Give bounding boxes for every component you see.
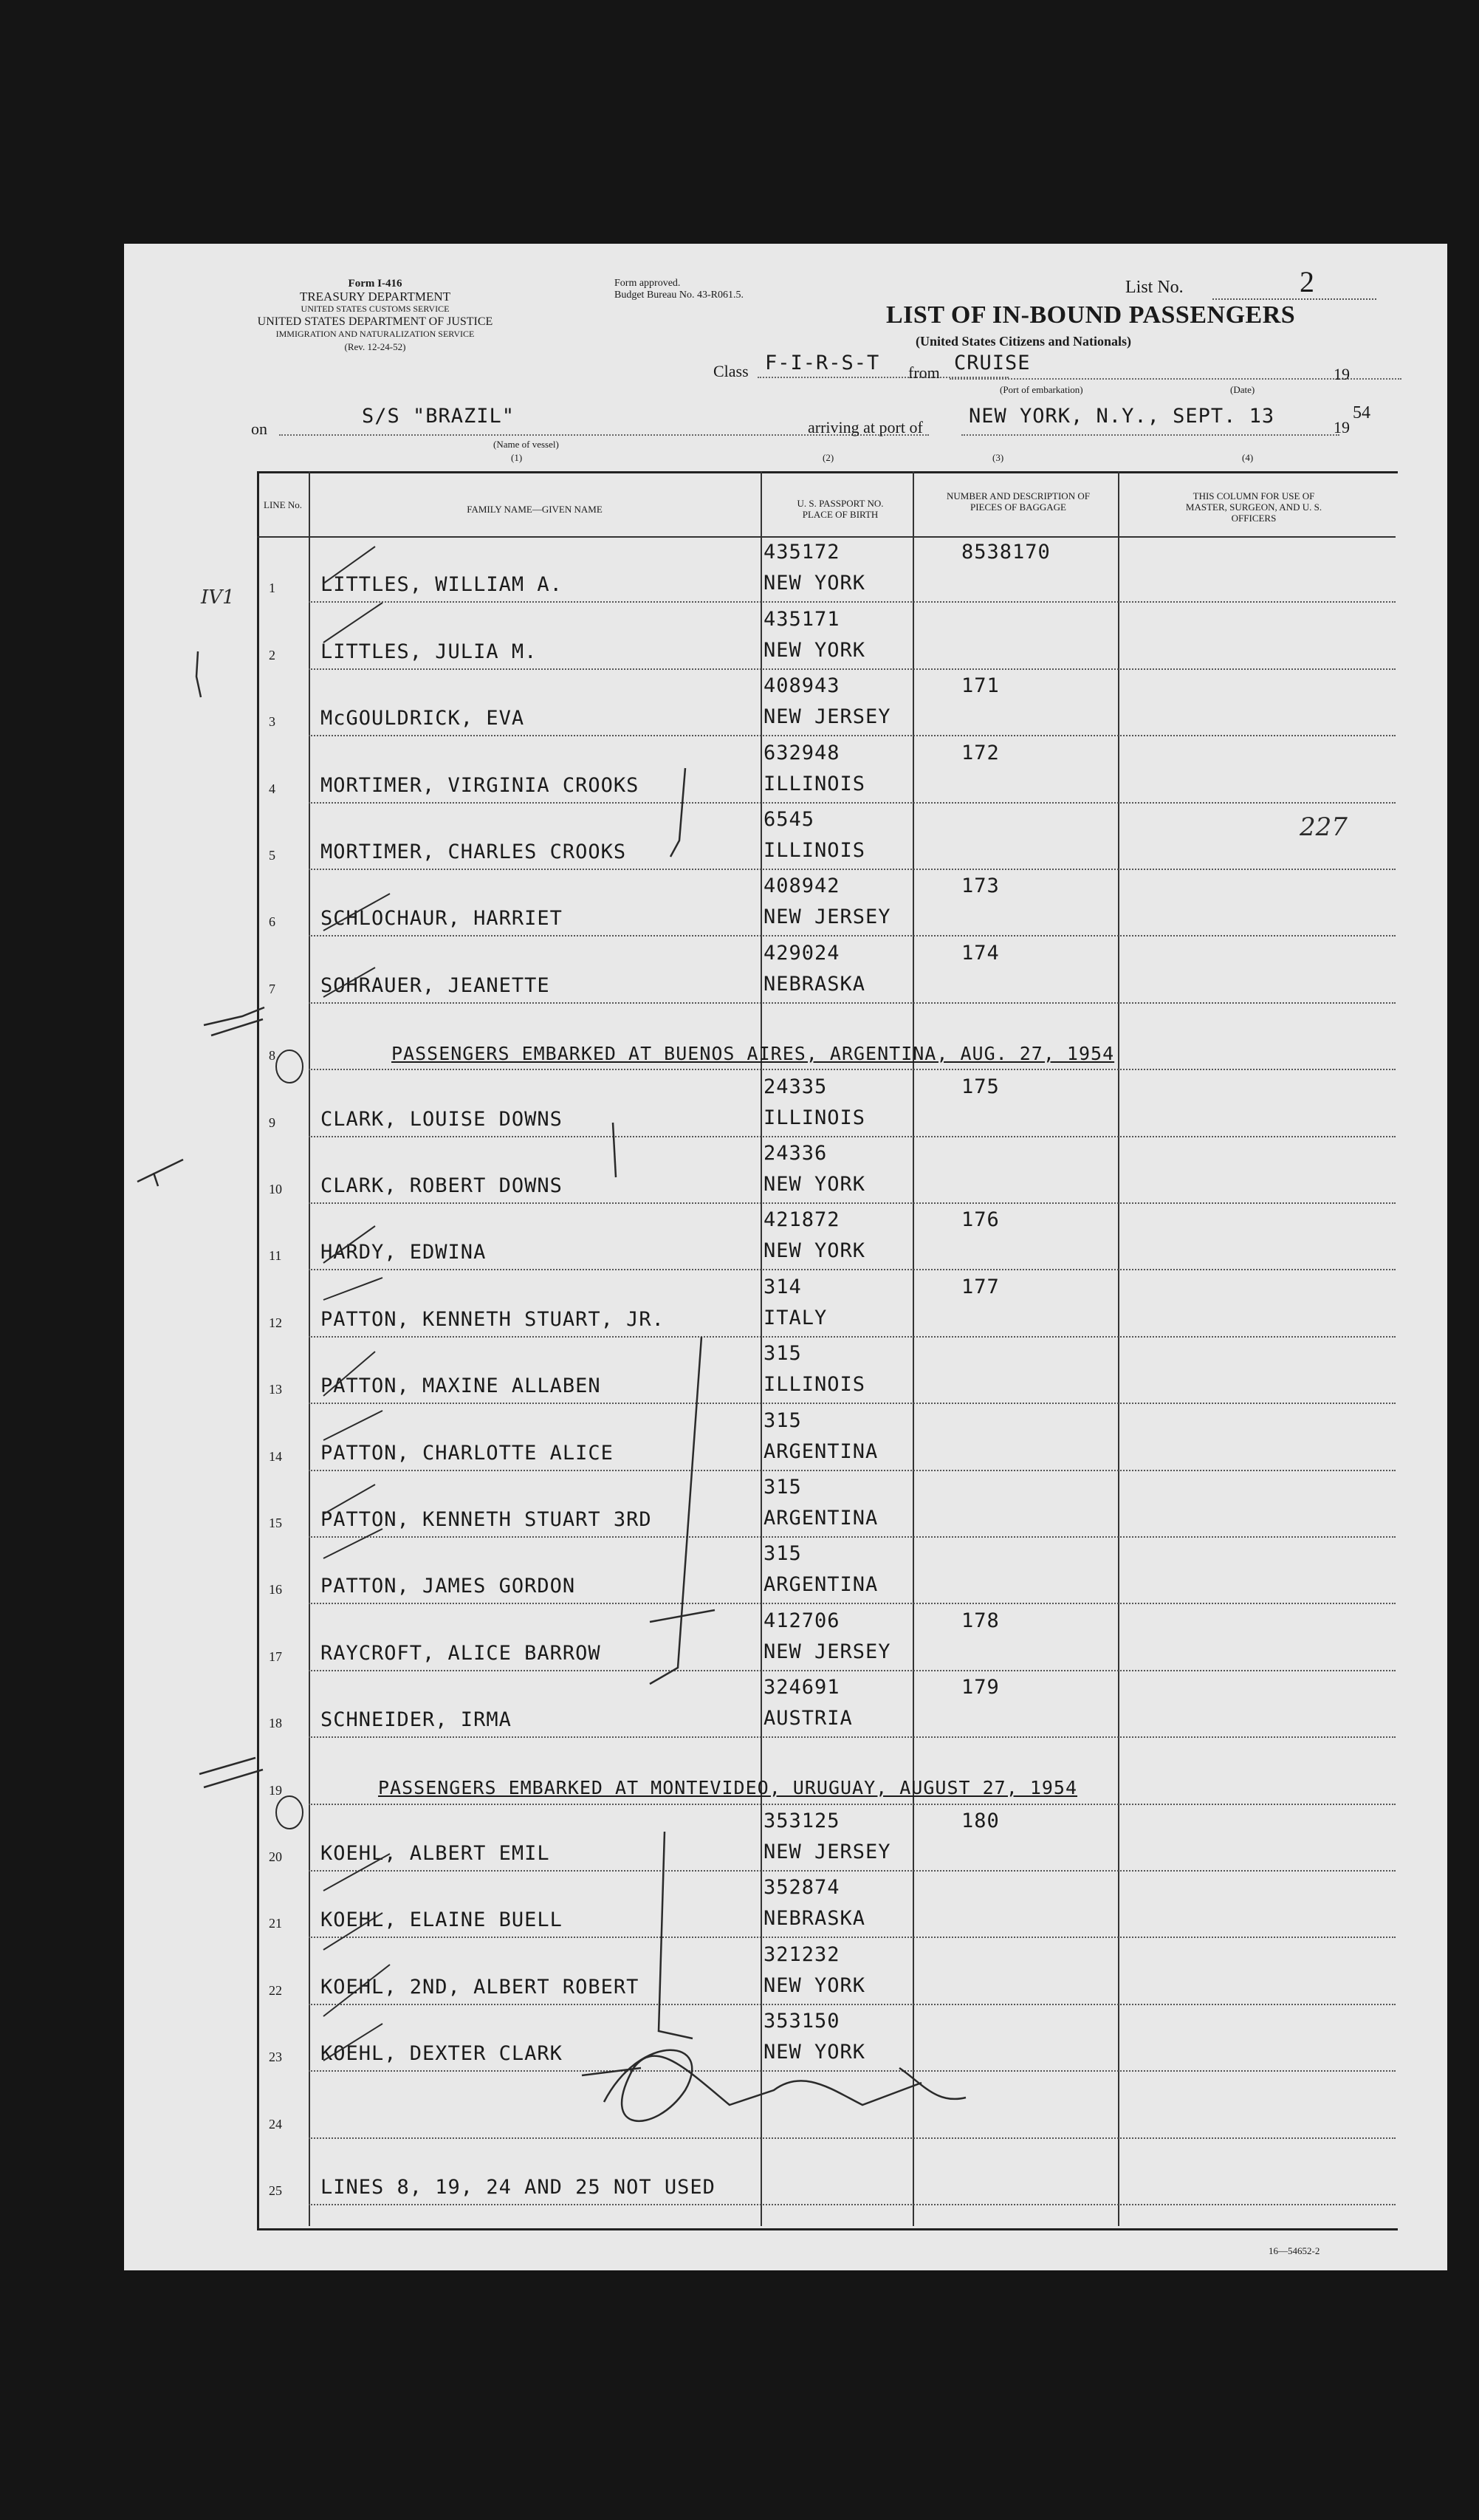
- line-number: 20: [269, 1849, 282, 1864]
- passenger-name: MORTIMER, CHARLES CROOKS: [320, 840, 627, 863]
- passport-number: 435171: [763, 607, 840, 631]
- passenger-name: SCHNEIDER, IRMA: [320, 1708, 512, 1732]
- place-of-birth: ILLINOIS: [763, 1106, 866, 1129]
- line-number: 1: [269, 581, 275, 596]
- officer-mark: 227: [1300, 812, 1348, 842]
- place-of-birth: ITALY: [763, 1306, 828, 1329]
- line-number: 3: [269, 714, 275, 730]
- from-label: from: [908, 363, 940, 382]
- passport-number: 429024: [763, 941, 840, 965]
- place-of-birth: NEW YORK: [763, 2041, 866, 2064]
- passenger-name: LINES 8, 19, 24 AND 25 NOT USED: [320, 2176, 716, 2199]
- line-number: 12: [269, 1315, 282, 1330]
- passenger-name: HARDY, EDWINA: [320, 1241, 487, 1264]
- line-number: 4: [269, 781, 275, 796]
- place-of-birth: ILLINOIS: [763, 1373, 866, 1397]
- revision: (Rev. 12-24-52): [344, 341, 406, 352]
- place-of-birth: ILLINOIS: [763, 772, 866, 795]
- arriving-label: arriving at port of: [808, 418, 923, 436]
- line-number: 6: [269, 914, 275, 930]
- passport-number: 632948: [763, 741, 840, 764]
- passport-number: 408942: [763, 874, 840, 898]
- margin-mark: IV1: [201, 586, 235, 609]
- baggage-number: 175: [961, 1075, 1000, 1098]
- baggage-number: 173: [961, 874, 1000, 898]
- passport-number: 421872: [763, 1208, 840, 1232]
- passport-number: 24336: [763, 1142, 828, 1165]
- passenger-name: PATTON, MAXINE ALLABEN: [320, 1374, 601, 1398]
- col-num-2: (2): [823, 452, 834, 463]
- line-number: 24: [269, 2116, 282, 2132]
- page-title: LIST OF IN-BOUND PASSENGERS: [886, 301, 1296, 329]
- year-arrival: 19: [1334, 418, 1350, 436]
- vessel-caption: (Name of vessel): [493, 439, 559, 450]
- passenger-name: LITTLES, JULIA M.: [320, 640, 538, 663]
- col-num-3: (3): [992, 452, 1004, 463]
- place-of-birth: ARGENTINA: [763, 1439, 879, 1463]
- baggage-number: 8538170: [961, 541, 1051, 564]
- line-number: 18: [269, 1716, 282, 1731]
- col-head-officers: THIS COLUMN FOR USE OF MASTER, SURGEON, AND U. S. OFFICERS: [1185, 490, 1322, 524]
- place-of-birth: AUSTRIA: [763, 1707, 853, 1730]
- passport-number: 353150: [763, 2010, 840, 2033]
- passport-number: 352874: [763, 1876, 840, 1900]
- passenger-name: PATTON, KENNETH STUART, JR.: [320, 1307, 665, 1331]
- place-of-birth: ILLINOIS: [763, 839, 866, 862]
- budget-bureau: Budget Bureau No. 43-R061.5.: [614, 290, 744, 301]
- passenger-name: RAYCROFT, ALICE BARROW: [320, 1641, 601, 1665]
- port-embark-caption: (Port of embarkation): [1000, 384, 1083, 395]
- passenger-name: LITTLES, WILLIAM A.: [320, 573, 563, 597]
- place-of-birth: NEW JERSEY: [763, 1841, 891, 1863]
- passport-number: 315: [763, 1542, 802, 1566]
- passenger-name: PATTON, JAMES GORDON: [320, 1575, 576, 1598]
- line-number: 2: [269, 647, 275, 662]
- passenger-name: KOEHL, ELAINE BUELL: [320, 1908, 563, 1932]
- form-number: Form I-416: [348, 278, 402, 290]
- place-of-birth: NEBRASKA: [763, 1907, 866, 1931]
- passenger-name: PATTON, CHARLOTTE ALICE: [320, 1441, 614, 1465]
- passport-number: 408943: [763, 674, 840, 698]
- passport-number: 324691: [763, 1676, 840, 1699]
- passenger-name: CLARK, LOUISE DOWNS: [320, 1107, 563, 1131]
- passenger-name: McGOULDRICK, EVA: [320, 707, 525, 730]
- arrival-port: NEW YORK, N.Y., SEPT. 13: [969, 405, 1275, 428]
- line-number: 22: [269, 1982, 282, 1998]
- baggage-number: 172: [961, 741, 1000, 764]
- passenger-name: KOEHL, DEXTER CLARK: [320, 2042, 563, 2066]
- place-of-birth: NEW YORK: [763, 638, 866, 662]
- passport-number: 353125: [763, 1809, 840, 1832]
- passport-number: 315: [763, 1408, 802, 1432]
- passport-number: 24335: [763, 1075, 828, 1098]
- passport-number: 412706: [763, 1609, 840, 1632]
- line-number: 17: [269, 1648, 282, 1664]
- baggage-number: 177: [961, 1275, 1000, 1298]
- passenger-name: CLARK, ROBERT DOWNS: [320, 1174, 563, 1197]
- col-head-baggage: NUMBER AND DESCRIPTION OF PIECES OF BAGGAGE: [947, 490, 1090, 513]
- treasury-dept: TREASURY DEPARTMENT: [299, 290, 451, 304]
- baggage-number: 178: [961, 1609, 1000, 1632]
- place-of-birth: NEW YORK: [763, 1173, 866, 1196]
- passport-number: 315: [763, 1476, 802, 1499]
- year-arrival-suffix: 54: [1353, 403, 1370, 422]
- year-prefix: 19: [1334, 365, 1350, 383]
- col-head-name: FAMILY NAME—GIVEN NAME: [467, 504, 603, 515]
- baggage-number: 174: [961, 941, 1000, 965]
- class-label: Class: [713, 362, 749, 380]
- place-of-birth: NEW JERSEY: [763, 705, 891, 729]
- passport-number: 435172: [763, 541, 840, 564]
- passenger-name: SCHLOCHAUR, HARRIET: [320, 907, 563, 931]
- place-of-birth: NEW JERSEY: [763, 1640, 891, 1663]
- page-subtitle: (United States Citizens and Nationals): [916, 334, 1132, 349]
- place-of-birth: ARGENTINA: [763, 1573, 879, 1597]
- handwriting-strokes: [124, 244, 1447, 2270]
- baggage-number: 171: [961, 674, 1000, 698]
- place-of-birth: ARGENTINA: [763, 1507, 879, 1530]
- place-of-birth: NEBRASKA: [763, 972, 866, 996]
- col-head-line-no: LINE No.: [264, 499, 302, 510]
- form-approved: Form approved.: [614, 278, 681, 289]
- place-of-birth: NEW JERSEY: [763, 905, 891, 929]
- ins-service: IMMIGRATION AND NATURALIZATION SERVICE: [275, 329, 475, 339]
- line-number: 7: [269, 981, 275, 996]
- note-montevideo: PASSENGERS EMBARKED AT MONTEVIDEO, URUGUAY, AUGUST 27, 1954: [378, 1777, 1078, 1798]
- class-value: F-I-R-S-T: [765, 352, 880, 374]
- passport-number: 321232: [763, 1942, 840, 1966]
- vessel-name: S/S "BRAZIL": [362, 405, 515, 428]
- passport-number: 314: [763, 1275, 802, 1298]
- customs-service: UNITED STATES CUSTOMS SERVICE: [301, 304, 450, 314]
- baggage-number: 179: [961, 1676, 1000, 1699]
- col-num-4: (4): [1242, 452, 1254, 463]
- place-of-birth: NEW YORK: [763, 1239, 866, 1263]
- line-number: 13: [269, 1382, 282, 1397]
- line-number: 14: [269, 1448, 282, 1464]
- passport-number: 6545: [763, 808, 815, 831]
- line-number: 9: [269, 1115, 275, 1130]
- date-caption: (Date): [1230, 384, 1255, 395]
- line-number: 16: [269, 1582, 282, 1598]
- list-no-value: 2: [1300, 265, 1314, 298]
- baggage-number: 176: [961, 1208, 1000, 1232]
- note-buenos-aires: PASSENGERS EMBARKED AT BUENOS AIRES, ARGENTINA, AUG. 27, 1954: [391, 1043, 1115, 1064]
- footer-code: 16—54652-2: [1269, 2245, 1320, 2256]
- from-value: CRUISE: [954, 352, 1031, 374]
- line-number: 19: [269, 1782, 282, 1798]
- line-number: 15: [269, 1516, 282, 1530]
- justice-dept: UNITED STATES DEPARTMENT OF JUSTICE: [257, 315, 493, 328]
- line-number: 11: [269, 1248, 282, 1264]
- baggage-number: 180: [961, 1809, 1000, 1832]
- line-number: 23: [269, 2050, 282, 2065]
- list-no-label: List No.: [1125, 278, 1184, 297]
- line-number: 8: [269, 1048, 275, 1064]
- place-of-birth: NEW YORK: [763, 572, 866, 595]
- passenger-name: PATTON, KENNETH STUART 3RD: [320, 1508, 652, 1531]
- col-num-1: (1): [511, 452, 523, 463]
- place-of-birth: NEW YORK: [763, 1973, 866, 1997]
- line-number: 25: [269, 2183, 282, 2198]
- on-label: on: [251, 420, 267, 438]
- passenger-name: MORTIMER, VIRGINIA CROOKS: [320, 773, 639, 797]
- col-head-passport: U. S. PASSPORT NO. PLACE OF BIRTH: [797, 498, 884, 520]
- passenger-name: KOEHL, ALBERT EMIL: [320, 1842, 550, 1865]
- line-number: 5: [269, 848, 275, 863]
- passenger-name: SOHRAUER, JEANETTE: [320, 973, 550, 997]
- line-number: 21: [269, 1916, 282, 1931]
- line-number: 10: [269, 1182, 282, 1196]
- passport-number: 315: [763, 1342, 802, 1366]
- passenger-name: KOEHL, 2ND, ALBERT ROBERT: [320, 1975, 639, 1999]
- form-page: [124, 244, 1447, 2270]
